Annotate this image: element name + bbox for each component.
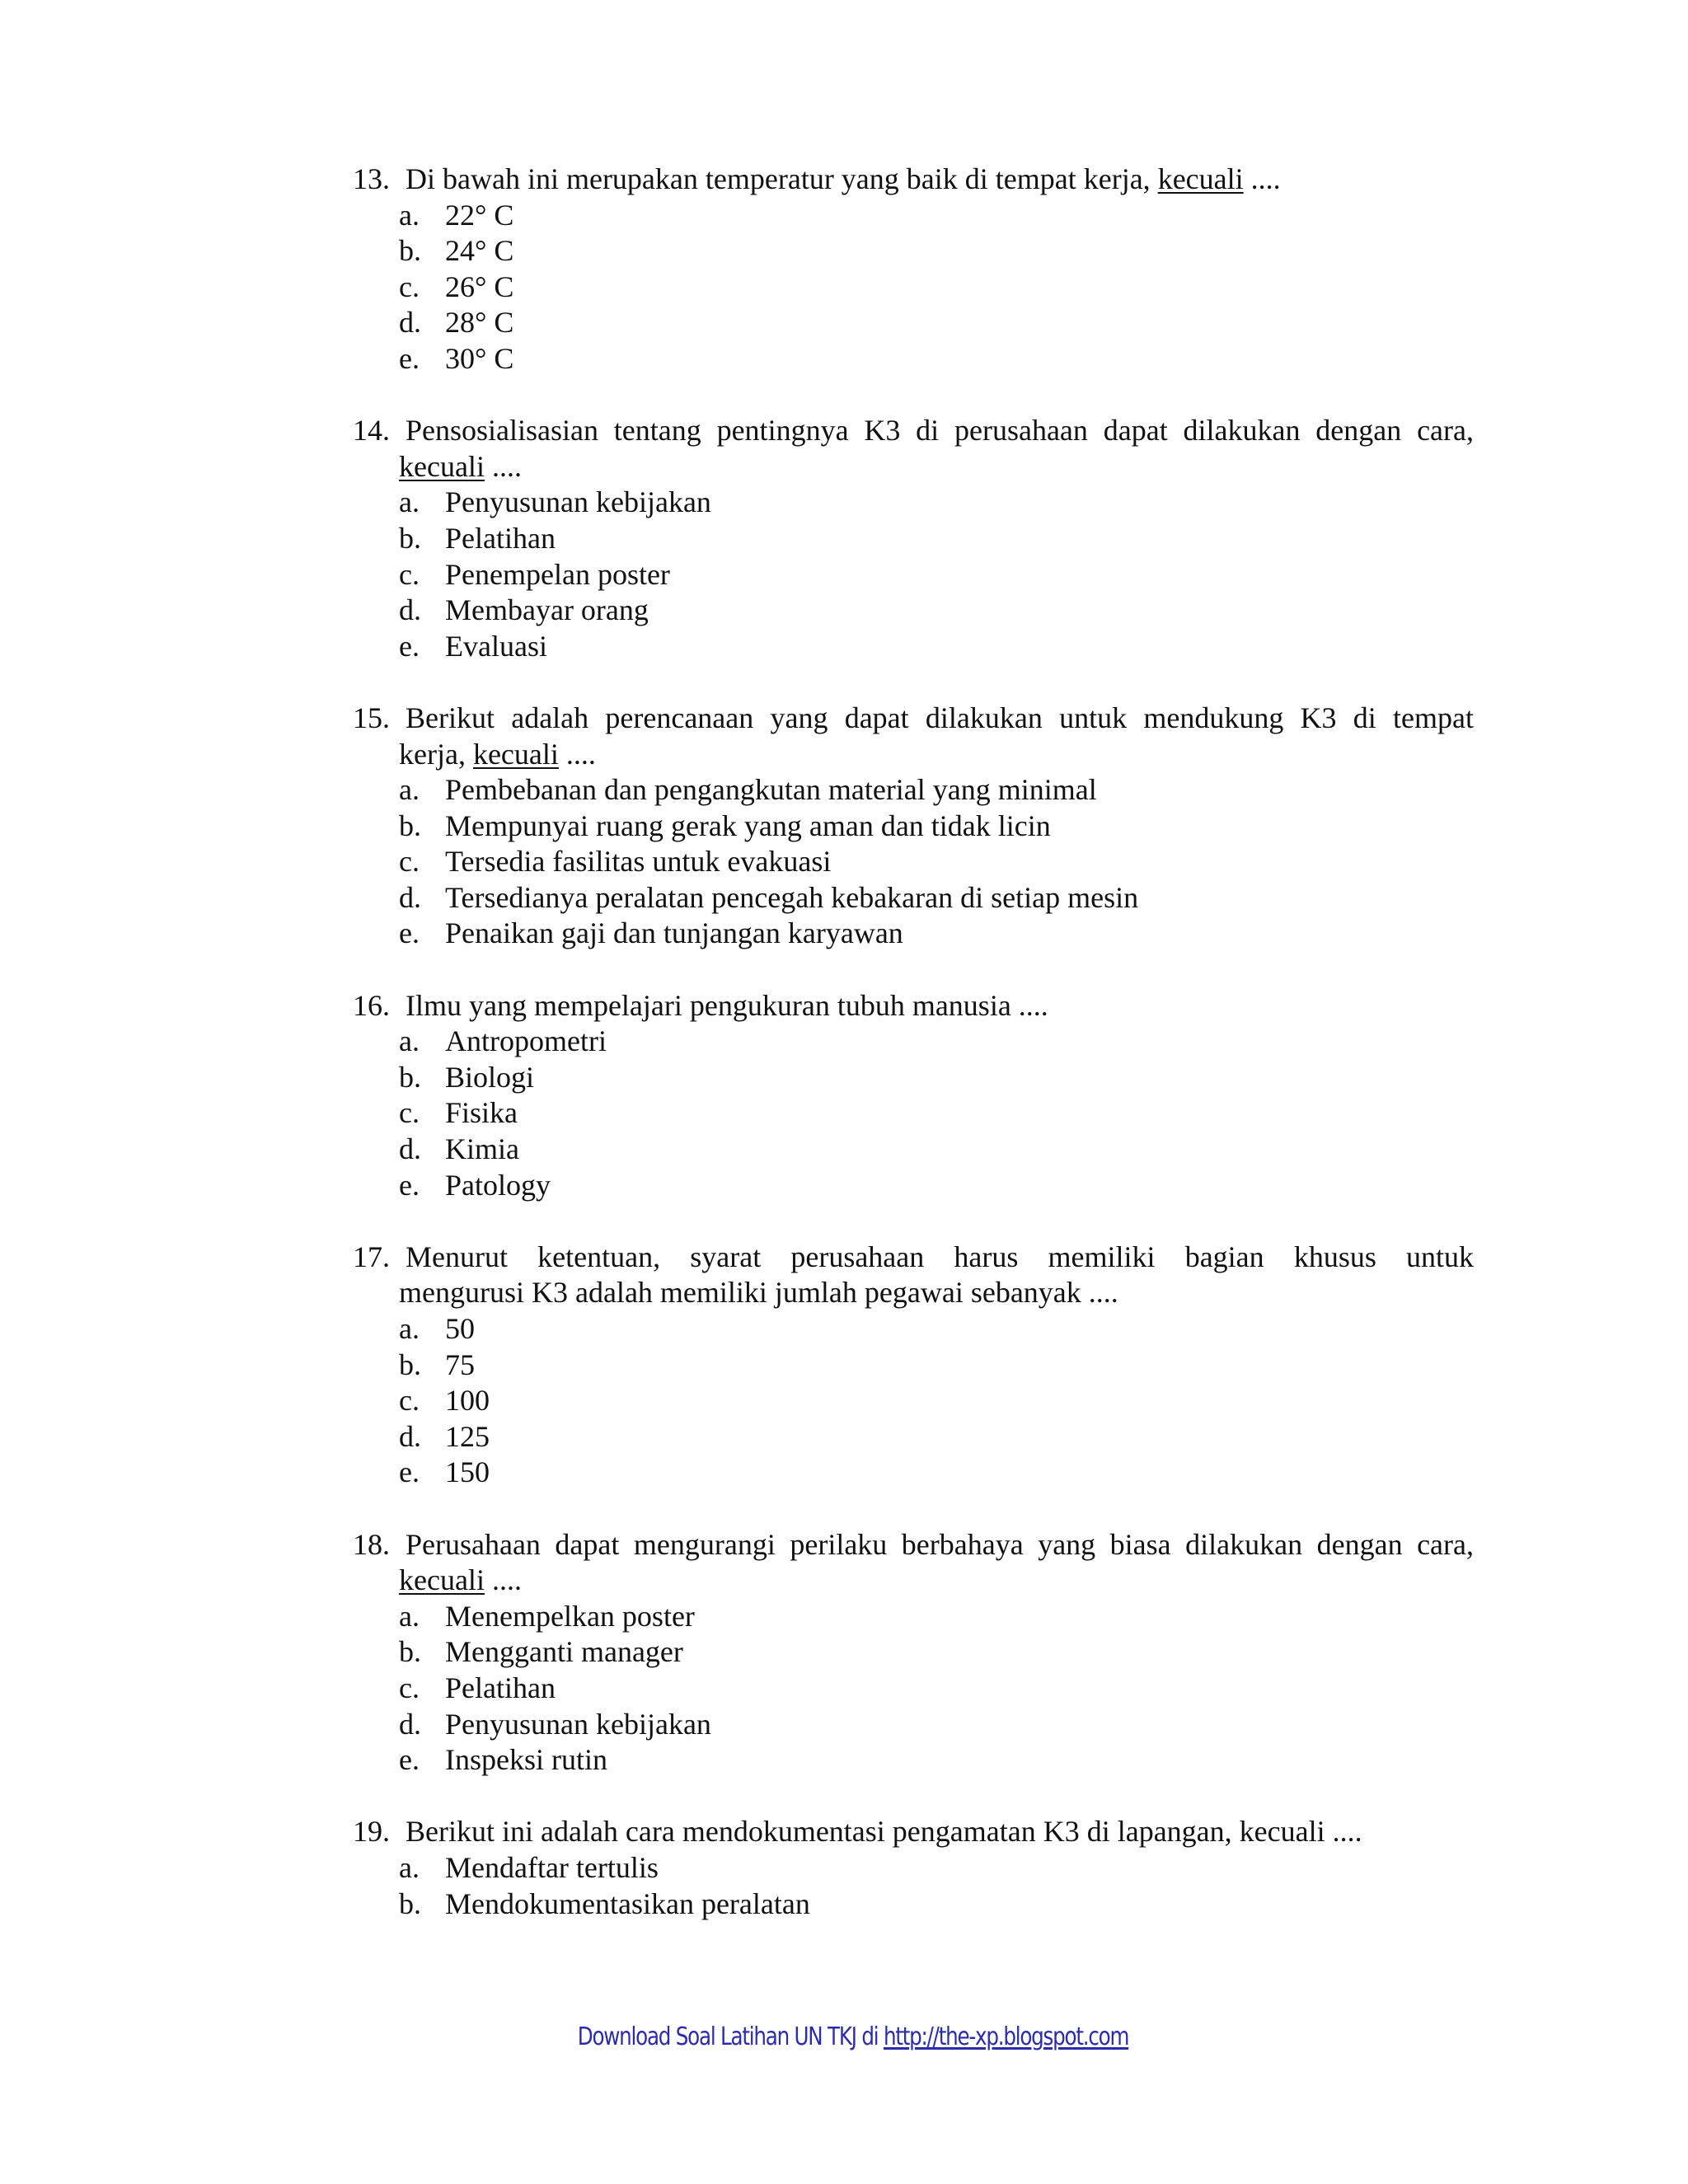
option-e: e. 30° C: [399, 341, 1474, 377]
question-line: [353, 413, 1474, 449]
option-e: e. Penaikan gaji dan tunjangan karyawan: [399, 916, 1474, 952]
kecuali-keyword: kecuali: [1157, 162, 1244, 195]
answer-options: [353, 1599, 1474, 1779]
option-text: Biologi: [445, 1060, 535, 1094]
footer-text: Download Soal Latihan UN TKJ di: [577, 2022, 884, 2051]
option-text: 26° C: [445, 269, 514, 303]
question-text: Menurut ketentuan, syarat perusahaan harus memiliki bagian khusus untuk: [406, 1240, 1474, 1273]
question-18: [353, 1527, 1474, 1779]
option-text: 75: [445, 1347, 475, 1381]
option-text: Kimia: [445, 1132, 519, 1166]
option-c: c. 100: [399, 1383, 1474, 1419]
option-text: Penempelan poster: [445, 557, 670, 591]
option-b: b. Biologi: [399, 1060, 1474, 1096]
question-continuation: kecuali ....: [399, 449, 522, 483]
question-line: [353, 1240, 1474, 1276]
option-text: Penaikan gaji dan tunjangan karyawan: [445, 916, 903, 950]
option-d: d. Tersedianya peralatan pencegah kebakaran di setiap mesin: [399, 880, 1474, 916]
option-text: Membayar orang: [445, 593, 649, 627]
option-b: b. Mempunyai ruang gerak yang aman dan tidak licin: [399, 808, 1474, 845]
question-continuation: mengurusi K3 adalah memiliki jumlah pegawai sebanyak ....: [399, 1276, 1118, 1310]
option-e: e. Patology: [399, 1168, 1474, 1204]
option-d: d. Kimia: [399, 1132, 1474, 1168]
option-a: a. Mendaftar tertulis: [399, 1850, 1474, 1886]
option-text: 50: [445, 1312, 475, 1345]
option-text: Pelatihan: [445, 1671, 556, 1704]
page-footer: [161, 2022, 1545, 2051]
option-c: c. 26° C: [399, 269, 1474, 306]
answer-options: [353, 1024, 1474, 1203]
question-text: Berikut adalah perencanaan yang dapat dilakukan untuk mendukung K3 di tempat: [406, 701, 1474, 734]
option-c: c. Tersedia fasilitas untuk evakuasi: [399, 844, 1474, 880]
option-a: a. Pembebanan dan pengangkutan material yang minimal: [399, 772, 1474, 808]
question-line: [353, 1527, 1474, 1563]
option-text: 24° C: [445, 234, 514, 268]
option-text: Mendaftar tertulis: [445, 1850, 659, 1884]
option-a: a. Antropometri: [399, 1024, 1474, 1060]
option-text: Mengganti manager: [445, 1635, 683, 1669]
option-d: d. 28° C: [399, 305, 1474, 341]
option-b: b. Mendokumentasikan peralatan: [399, 1886, 1474, 1923]
option-text: Mendokumentasikan peralatan: [445, 1886, 810, 1920]
question-number: 18.: [353, 1527, 390, 1561]
option-text: 125: [445, 1419, 490, 1453]
option-text: Fisika: [445, 1096, 518, 1130]
question-line: [353, 988, 1474, 1024]
option-d: d. 125: [399, 1419, 1474, 1455]
question-13: [353, 162, 1474, 377]
option-text: Inspeksi rutin: [445, 1743, 607, 1777]
question-19: [353, 1814, 1474, 1922]
question-continuation: kerja, kecuali ....: [399, 737, 596, 771]
question-line: [353, 162, 1474, 198]
option-text: 100: [445, 1384, 490, 1418]
option-text: 150: [445, 1455, 490, 1489]
option-text: Pelatihan: [445, 521, 556, 555]
question-17: [353, 1240, 1474, 1491]
question-line: [353, 701, 1474, 737]
option-text: Mempunyai ruang gerak yang aman dan tidak licin: [445, 808, 1051, 842]
question-number: 16.: [353, 988, 390, 1022]
answer-options: [353, 485, 1474, 664]
footer-link[interactable]: http://the-xp.blogspot.com: [883, 2022, 1129, 2051]
option-b: b. 24° C: [399, 233, 1474, 269]
option-b: b. Mengganti manager: [399, 1634, 1474, 1671]
question-continuation: kecuali ....: [399, 1563, 522, 1597]
question-16: [353, 988, 1474, 1204]
question-text: Pensosialisasian tentang pentingnya K3 di perusahaan dapat dilakukan dengan cara,: [406, 414, 1474, 448]
option-b: b. Pelatihan: [399, 521, 1474, 557]
answer-options: [353, 198, 1474, 377]
question-number: 17.: [353, 1240, 390, 1273]
kecuali-keyword: kecuali: [399, 1563, 485, 1597]
option-text: Penyusunan kebijakan: [445, 485, 711, 519]
answer-options: [353, 1850, 1474, 1922]
question-14: [353, 413, 1474, 664]
question-line: [353, 1814, 1474, 1850]
option-text: Patology: [445, 1168, 551, 1202]
question-text: Berikut ini adalah cara mendokumentasi pengamatan K3 di lapangan, kecuali ....: [406, 1815, 1362, 1849]
question-number: 15.: [353, 701, 390, 734]
option-text: Tersedianya peralatan pencegah kebakaran di setiap mesin: [445, 880, 1139, 914]
kecuali-keyword: kecuali: [399, 449, 485, 483]
option-text: Menempelkan poster: [445, 1599, 695, 1633]
answer-options: [353, 1311, 1474, 1491]
question-number: 13.: [353, 162, 390, 195]
option-e: e. Evaluasi: [399, 629, 1474, 665]
question-number: 19.: [353, 1815, 390, 1849]
option-e: e. 150: [399, 1455, 1474, 1491]
option-c: c. Fisika: [399, 1095, 1474, 1132]
option-text: Penyusunan kebijakan: [445, 1707, 711, 1741]
option-text: 28° C: [445, 306, 514, 340]
option-c: c. Pelatihan: [399, 1671, 1474, 1707]
option-a: a. Menempelkan poster: [399, 1599, 1474, 1635]
option-b: b. 75: [399, 1347, 1474, 1384]
option-a: a. 22° C: [399, 198, 1474, 234]
option-d: d. Membayar orang: [399, 593, 1474, 629]
option-e: e. Inspeksi rutin: [399, 1742, 1474, 1779]
option-text: Tersedia fasilitas untuk evakuasi: [445, 845, 832, 879]
question-text: Perusahaan dapat mengurangi perilaku berbahaya yang biasa dilakukan dengan cara,: [406, 1527, 1474, 1561]
question-text: Ilmu yang mempelajari pengukuran tubuh manusia ....: [406, 988, 1048, 1022]
option-text: Pembebanan dan pengangkutan material yang minimal: [445, 773, 1097, 807]
option-a: a. Penyusunan kebijakan: [399, 485, 1474, 521]
question-15: [353, 701, 1474, 952]
option-text: 22° C: [445, 198, 514, 232]
question-text: Di bawah ini merupakan temperatur yang baik di tempat kerja, kecuali ....: [406, 162, 1281, 195]
question-number: 14.: [353, 414, 390, 448]
option-d: d. Penyusunan kebijakan: [399, 1707, 1474, 1743]
document-page: [353, 162, 1474, 1958]
option-text: Evaluasi: [445, 629, 547, 663]
option-a: a. 50: [399, 1311, 1474, 1347]
answer-options: [353, 772, 1474, 952]
option-c: c. Penempelan poster: [399, 557, 1474, 593]
kecuali-keyword: kecuali: [472, 737, 559, 771]
option-text: Antropometri: [445, 1024, 607, 1058]
option-text: 30° C: [445, 341, 514, 375]
